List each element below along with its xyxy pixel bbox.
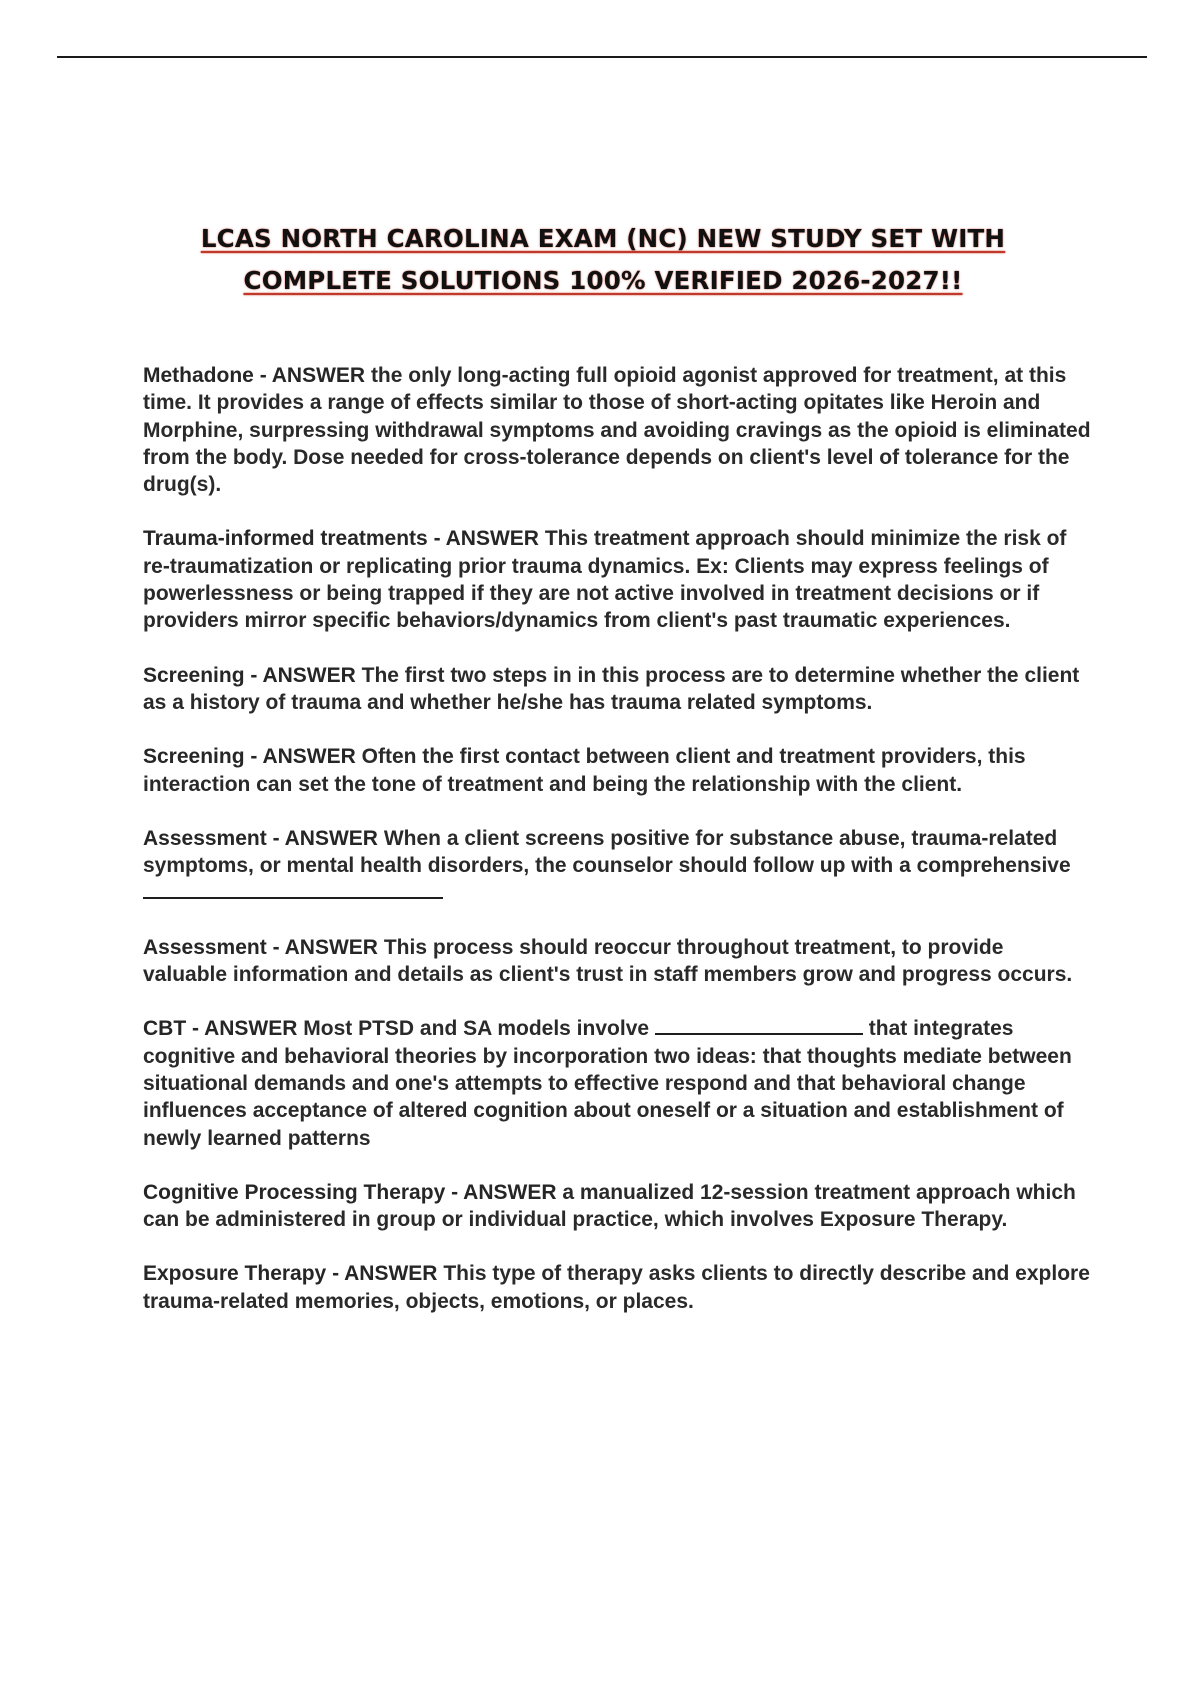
qa-entry <box>143 1015 1093 1151</box>
answer-label: ANSWER <box>463 1180 557 1204</box>
entry-separator: - <box>451 1180 459 1204</box>
entry-separator: - <box>259 364 267 387</box>
entry-separator: - <box>332 1262 340 1286</box>
qa-entry <box>143 525 1093 634</box>
entry-term: Screening <box>143 745 245 769</box>
title-line-1: LCAS NORTH CAROLINA EXAM (NC) NEW STUDY SET WITH <box>200 224 1006 253</box>
document-title <box>120 218 1086 302</box>
entry-term: Methadone <box>143 364 254 387</box>
entry-term: Assessment <box>143 935 267 959</box>
top-rule <box>57 56 1147 58</box>
entry-answer: the only long-acting full opioid agonist approved for treatment, at this time. It provides a range of effects similar to those of short-acting opitates like Heroin and Morphine, surpressing withdrawal symptoms and avoiding cravings as the opioid is eliminated from the body. Dose needed for cross-tolerance depends on client's level of tolerance for the drug(s). <box>143 364 1091 497</box>
entry-term: Screening <box>143 663 245 687</box>
entry-answer: This treatment approach should minimize the risk of re-traumatization or replicating prior trauma dynamics. Ex: Clients may express feelings of powerlessness or being trapped if they are not active involved in treatment decisions or if providers mirror specific behaviors/dynamics from client's past traumatic experiences. <box>143 527 1067 633</box>
qa-entry <box>143 934 1093 989</box>
qa-entry <box>143 662 1093 717</box>
qa-entry <box>143 825 1093 907</box>
answer-label: ANSWER <box>445 527 539 551</box>
fill-in-blank <box>143 879 443 899</box>
qa-entry <box>143 743 1093 798</box>
qa-entry <box>143 362 1093 498</box>
entry-term: Cognitive Processing Therapy <box>143 1180 446 1204</box>
entry-term: Exposure Therapy <box>143 1262 327 1286</box>
answer-label: ANSWER <box>204 1017 298 1041</box>
entry-separator: - <box>433 527 441 551</box>
qa-entry <box>143 1260 1093 1315</box>
entry-answer-after-blank: that integrates cognitive and behavioral theories by incorporation two ideas: that thoughts mediate between situational demands and one's attempts to effective respond and that behavioral change influences acceptance of altered cognition about oneself or a situation and establishment of newly learned patterns <box>143 1017 1072 1150</box>
answer-label: ANSWER <box>284 826 378 850</box>
answer-label: ANSWER <box>271 364 366 387</box>
entry-answer: When a client screens positive for substance abuse, trauma-related symptoms, or mental health disorders, the counselor should follow up with a comprehensive <box>143 826 1071 878</box>
answer-label: ANSWER <box>262 745 356 769</box>
entry-term: CBT <box>143 1017 187 1041</box>
entry-answer-before-blank: Most PTSD and SA models involve <box>303 1017 650 1041</box>
answer-label: ANSWER <box>284 935 378 959</box>
entry-separator: - <box>272 935 280 959</box>
entry-term: Assessment <box>143 826 267 850</box>
answer-label: ANSWER <box>262 663 356 687</box>
entry-separator: - <box>192 1017 200 1041</box>
entry-answer: The first two steps in in this process are to determine whether the client as a history of trauma and whether he/she has trauma related symptoms. <box>143 663 1080 714</box>
qa-entry <box>143 1179 1093 1234</box>
title-line-2: COMPLETE SOLUTIONS 100% VERIFIED 2026-2027!! <box>243 266 963 295</box>
entry-separator: - <box>272 826 280 850</box>
entry-answer: Often the first contact between client and treatment providers, this interaction can set the tone of treatment and being the relationship with the client. <box>143 745 1026 796</box>
fill-in-blank <box>655 1015 863 1035</box>
entry-answer: This type of therapy asks clients to directly describe and explore trauma-related memories, objects, emotions, or places. <box>143 1262 1090 1313</box>
entry-term: Trauma-informed treatments <box>143 527 428 551</box>
entry-separator: - <box>250 663 258 687</box>
answer-label: ANSWER <box>344 1262 438 1286</box>
qa-list <box>143 362 1093 1342</box>
entry-separator: - <box>250 745 258 769</box>
entry-answer: This process should reoccur throughout treatment, to provide valuable information and details as client's trust in staff members grow and progress occurs. <box>143 935 1073 987</box>
entry-answer: a manualized 12-session treatment approach which can be administered in group or individual practice, which involves Exposure Therapy. <box>143 1180 1076 1232</box>
